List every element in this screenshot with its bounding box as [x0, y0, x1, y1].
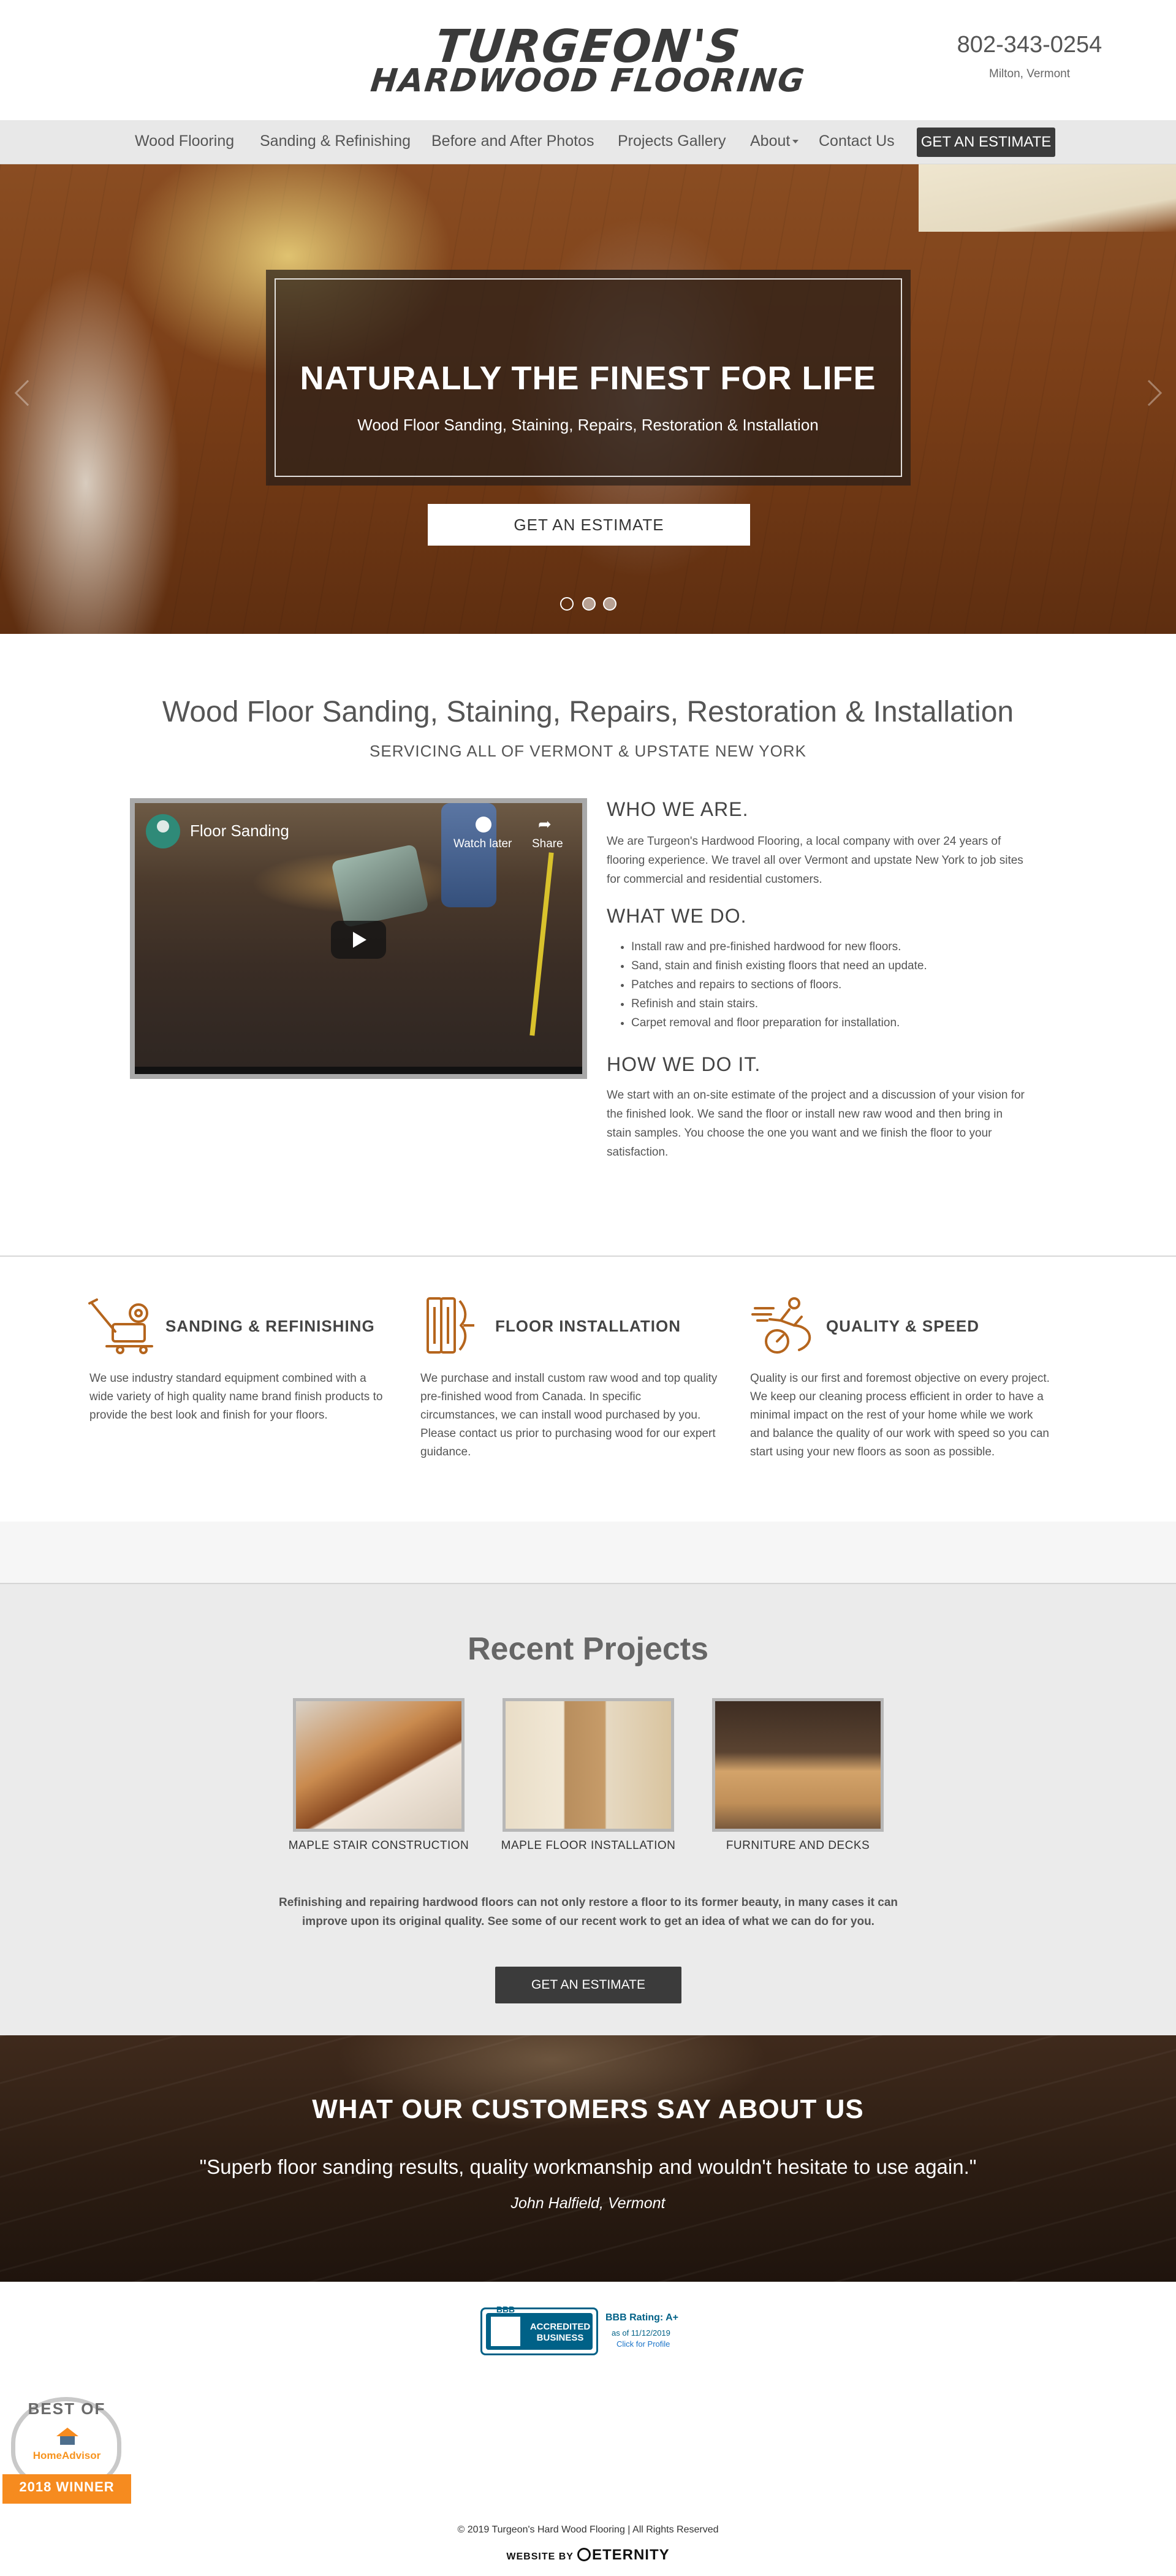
- how-heading: HOW WE DO IT.: [607, 1053, 761, 1075]
- section-divider: [0, 1256, 1176, 1257]
- video-bottom-bar: [135, 1067, 582, 1074]
- credit-prefix: WEBSITE BY: [506, 2551, 574, 2562]
- feature-title-quality: QUALITY & SPEED: [826, 1317, 980, 1335]
- play-icon[interactable]: [331, 921, 386, 959]
- project-image-floor[interactable]: [503, 1698, 674, 1832]
- site-logo-line2[interactable]: HARDWOOD FLOORING: [368, 63, 808, 99]
- project-image-stair[interactable]: [293, 1698, 465, 1832]
- how-text: We start with an on-site estimate of the project and a discussion of your vision for the finished look. We sand the floor or install new raw wood and then bring in stain samples. You choose the one you want and we finish the floor to your satisfaction.: [607, 1089, 1025, 1159]
- what-heading: WHAT WE DO.: [607, 905, 747, 927]
- feature-text-quality: Quality is our first and foremost objective on every project. We keep our cleaning process efficient in order to have a minimal impact on the rest of your home while we work and balance the quality of our work with speed so you can start using your new floors as soon as possible.: [750, 1372, 1050, 1458]
- feature-title-sanding: SANDING & REFINISHING: [165, 1317, 375, 1335]
- slider-dot-2[interactable]: [582, 597, 596, 611]
- slider-dot-3[interactable]: [603, 597, 616, 611]
- feature-text-installation: We purchase and install custom raw wood and top quality pre-finished wood from Canada. In specific circumstances, we can install wood purchased by you. Please contact us prior to purchasing wood for our expert guidance.: [420, 1372, 718, 1458]
- what-list: [607, 937, 1030, 1032]
- video-frame[interactable]: [135, 803, 582, 1074]
- feature-title-installation: FLOOR INSTALLATION: [495, 1317, 681, 1335]
- speed-runner-icon: [751, 1295, 819, 1356]
- list-item: • Install raw and pre-finished hardwood for new floors.: [631, 937, 1030, 956]
- site-credit[interactable]: [0, 2547, 1176, 2564]
- homeadvisor-badge[interactable]: [2, 2391, 131, 2512]
- phone-number[interactable]: 802-343-0254: [957, 32, 1102, 58]
- project-label-furniture[interactable]: FURNITURE AND DECKS: [726, 1839, 870, 1852]
- nav-item-contact[interactable]: Contact Us: [819, 132, 895, 150]
- location-text: Milton, Vermont: [989, 67, 1070, 80]
- hero-slider: [0, 164, 1176, 634]
- copyright-text: © 2019 Turgeon's Hard Wood Flooring | All Rights Reserved: [457, 2525, 719, 2535]
- share-label[interactable]: Share: [532, 837, 563, 850]
- bbb-seal[interactable]: [480, 2304, 598, 2355]
- watch-later-label[interactable]: Watch later: [453, 837, 512, 850]
- hero-background-wall: [919, 164, 1176, 232]
- list-item: • Sand, stain and finish existing floors that need an update.: [631, 956, 1030, 975]
- bbb-seal-inner: [486, 2304, 593, 2350]
- testimonial-author: John Halfield, Vermont: [510, 2195, 666, 2212]
- project-label-stair[interactable]: MAPLE STAIR CONSTRUCTION: [288, 1839, 469, 1852]
- floor-planks-icon: [423, 1295, 490, 1356]
- hero-title: NATURALLY THE FINEST FOR LIFE: [300, 360, 876, 397]
- testimonial-section: [0, 2035, 1176, 2282]
- nav-item-about-label: About: [750, 132, 791, 150]
- homeadvisor-best-of: BEST OF: [28, 2399, 106, 2418]
- intro-title: Wood Floor Sanding, Staining, Repairs, Restoration & Installation: [162, 696, 1014, 728]
- bbb-rating[interactable]: BBB Rating: A+: [605, 2312, 678, 2323]
- bbb-badge[interactable]: [480, 2304, 696, 2355]
- intro-subtitle: SERVICING ALL OF VERMONT & UPSTATE NEW YORK: [370, 742, 806, 760]
- project-image-furniture[interactable]: [712, 1698, 884, 1832]
- house-icon: [55, 2425, 80, 2446]
- testimonial-quote: "Superb floor sanding results, quality workmanship and wouldn't hesitate to use again.": [199, 2155, 977, 2178]
- main-nav: [0, 120, 1176, 164]
- nav-item-sanding-refinishing[interactable]: Sanding & Refinishing: [260, 132, 411, 150]
- bbb-profile-link[interactable]: Click for Profile: [616, 2339, 670, 2349]
- hero-subtitle: Wood Floor Sanding, Staining, Repairs, Restoration & Installation: [357, 416, 819, 434]
- credit-brand[interactable]: ETERNITY: [591, 2547, 670, 2563]
- feature-text-sanding: We use industry standard equipment combined with a wide variety of high quality name brand finish products to provide the best look and finish for your floors.: [89, 1372, 383, 1422]
- project-label-floor[interactable]: MAPLE FLOOR INSTALLATION: [501, 1839, 676, 1852]
- bbb-rating-date: as of 11/12/2019: [612, 2328, 670, 2338]
- caret-down-icon: [792, 140, 799, 143]
- sander-icon: [88, 1295, 156, 1356]
- nav-item-projects-gallery[interactable]: Projects Gallery: [618, 132, 726, 150]
- bbb-accredited-text: ACCREDITED BUSINESS: [529, 2322, 591, 2343]
- projects-estimate-button[interactable]: GET AN ESTIMATE: [495, 1967, 681, 2003]
- nav-item-wood-flooring[interactable]: Wood Flooring: [135, 132, 235, 150]
- video-player[interactable]: [130, 798, 587, 1079]
- video-thumbnail-sander: [331, 844, 429, 928]
- projects-section: [0, 1584, 1176, 2035]
- who-text: We are Turgeon's Hardwood Flooring, a local company with over 24 years of flooring experience. We travel all over Vermont and upstate New York to job sites for commercial and residential customers.: [607, 835, 1023, 886]
- site-header: [0, 0, 1176, 120]
- about-section: [607, 798, 1030, 1162]
- share-icon[interactable]: ➦: [538, 815, 552, 833]
- bbb-logo-icon: [491, 2304, 520, 2346]
- site-logo-line1[interactable]: TURGEON'S: [433, 20, 743, 73]
- homeadvisor-award: 2018 WINNER: [19, 2479, 115, 2494]
- list-item: • Refinish and stain stairs.: [631, 994, 1030, 1013]
- clock-icon[interactable]: [476, 817, 491, 833]
- projects-description: Refinishing and repairing hardwood floors can not only restore a floor to its former beauty, in many cases it can improve upon its original quality. See some of our recent work to get an idea of what we can do for you.: [279, 1896, 898, 1928]
- video-thumbnail-cord: [529, 852, 553, 1035]
- nav-estimate-button[interactable]: GET AN ESTIMATE: [917, 128, 1055, 157]
- nav-item-about[interactable]: [750, 132, 799, 150]
- projects-title: Recent Projects: [467, 1631, 709, 1667]
- nav-item-before-after[interactable]: Before and After Photos: [431, 132, 594, 150]
- hero-estimate-button[interactable]: GET AN ESTIMATE: [428, 504, 750, 546]
- slider-dot-1[interactable]: [560, 597, 574, 611]
- homeadvisor-brand: HomeAdvisor: [32, 2450, 101, 2461]
- bbb-logo-text: BBB: [496, 2304, 515, 2314]
- testimonial-title: WHAT OUR CUSTOMERS SAY ABOUT US: [312, 2094, 864, 2124]
- channel-avatar-icon[interactable]: [146, 814, 180, 848]
- video-title[interactable]: Floor Sanding: [190, 821, 289, 840]
- spacer-band: [0, 1522, 1176, 1584]
- list-item: • Carpet removal and floor preparation for installation.: [631, 1013, 1030, 1032]
- list-item: • Patches and repairs to sections of floors.: [631, 975, 1030, 994]
- eternity-logo-icon: [577, 2548, 591, 2561]
- who-heading: WHO WE ARE.: [607, 798, 749, 820]
